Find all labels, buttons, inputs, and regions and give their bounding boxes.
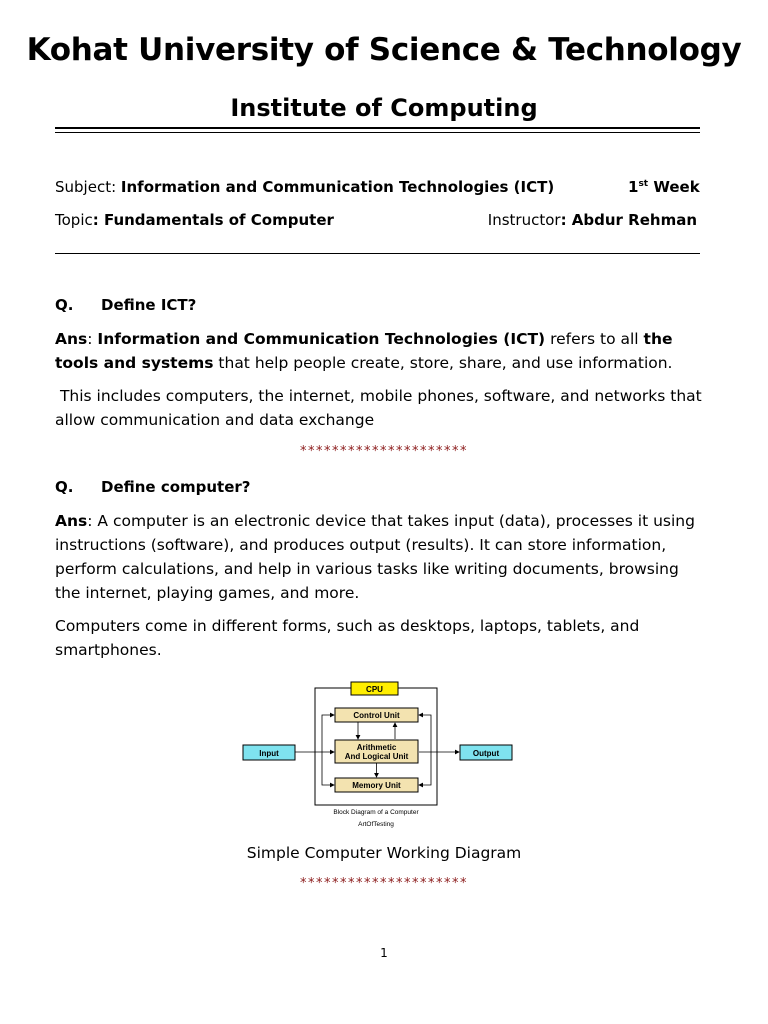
week-number: 1 [628, 178, 639, 196]
answer-1-paragraph-2: This includes computers, the internet, mobile phones, software, and networks that allow communication and data exchange [55, 387, 707, 429]
week-line [628, 178, 700, 196]
output-from-control-arrow [419, 715, 431, 752]
answer-1-bold-phrase: the tools and systems [55, 330, 673, 372]
instructor-value: : Abdur Rehman [560, 211, 697, 229]
answer-2-paragraph-1 [55, 509, 703, 605]
input-label: Input [259, 749, 279, 758]
page-number: 1 [380, 946, 388, 960]
input-to-memory-arrow [322, 752, 334, 785]
answer-1-ans-label: Ans [55, 330, 88, 348]
question-1-label: Q. [55, 296, 74, 314]
instructor-line [488, 211, 697, 229]
header-divider [55, 127, 700, 133]
topic-line [55, 211, 334, 229]
university-title: Kohat University of Science & Technology [26, 32, 742, 68]
question-2-label: Q. [55, 478, 74, 496]
answer-1-sep: : [87, 330, 98, 348]
control-unit-label: Control Unit [353, 711, 400, 720]
alu-label-line-2: And Logical Unit [344, 752, 409, 761]
subject-line [55, 178, 554, 196]
week-label: Week [648, 178, 700, 196]
output-label: Output [472, 749, 500, 758]
separator-1: ********************* [300, 444, 468, 459]
input-to-control-arrow [322, 715, 334, 752]
alu-label-line-1: Arithmetic [356, 743, 397, 752]
topic-label: Topic [55, 211, 93, 229]
cpu-label: CPU [366, 685, 383, 694]
answer-1-bold-term: Information and Communication Technologies (ICT) [97, 330, 546, 348]
diagram-caption-line-2: ArtOfTesting [358, 821, 394, 828]
question-2-text: Define computer? [101, 478, 251, 496]
answer-1-text-1: refers to all [545, 330, 644, 348]
output-from-memory-arrow [419, 752, 431, 785]
answer-2-paragraph-2: Computers come in different forms, such as desktops, laptops, tablets, and smartphones. [55, 617, 640, 659]
computer-block-diagram [238, 679, 518, 831]
question-1 [55, 296, 196, 314]
answer-2-ans-label: Ans [55, 512, 88, 530]
question-1-text: Define ICT? [101, 296, 197, 314]
diagram-caption-line-1: Block Diagram of a Computer [333, 809, 419, 816]
answer-2-text: : A computer is an electronic device that takes input (data), processes it using instructions (software), and produces output (results). It can store information, perform calculations, and help in various tasks like writing documents, browsing the internet, playing games, and more. [55, 512, 695, 602]
meta-divider [55, 253, 700, 254]
figure-caption: Simple Computer Working Diagram [246, 844, 522, 862]
instructor-label: Instructor [487, 211, 561, 229]
institute-subtitle: Institute of Computing [230, 94, 538, 122]
subject-value: Information and Communication Technologies (ICT) [120, 178, 555, 196]
memory-unit-label: Memory Unit [352, 781, 401, 790]
question-2 [55, 478, 251, 496]
answer-1-paragraph-1 [55, 327, 703, 375]
topic-value: : Fundamentals of Computer [92, 211, 334, 229]
answer-1-text-2: that help people create, store, share, and use information. [213, 354, 673, 372]
week-suffix: st [638, 179, 649, 189]
separator-2: ********************* [300, 876, 468, 891]
subject-label: Subject: [55, 178, 121, 196]
